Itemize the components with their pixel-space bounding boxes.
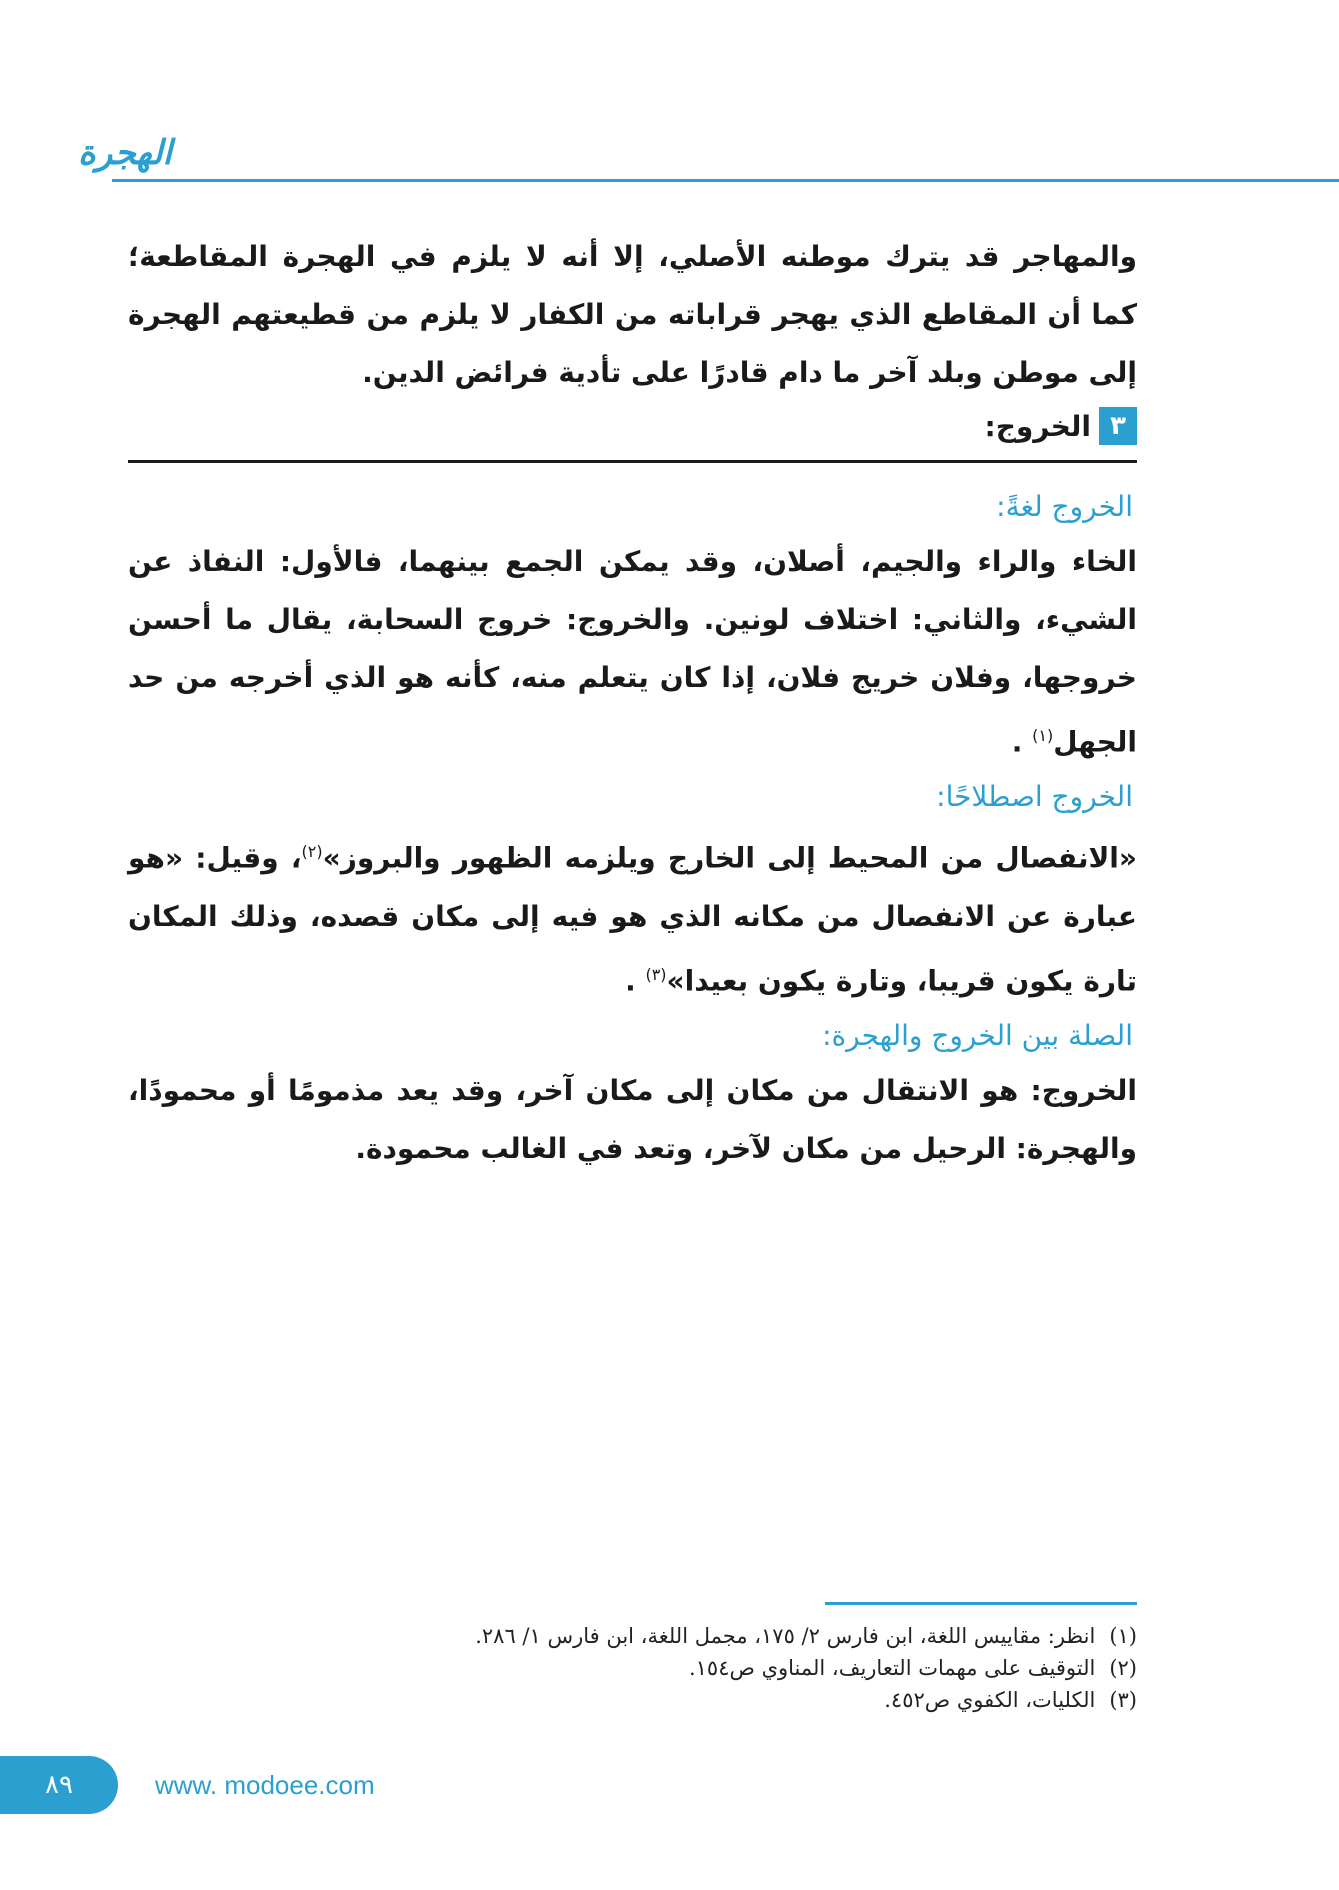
footnote-number: (٣) (1109, 1688, 1137, 1712)
period: . (625, 963, 646, 997)
section-title: الخروج: (984, 409, 1091, 443)
quote-a: «الانفصال من المحيط إلى الخارج ويلزمه الظهور والبروز» (322, 841, 1137, 875)
website-link[interactable]: www. modoee.com (155, 1770, 375, 1800)
footnote-item (300, 1684, 1137, 1716)
quote-b: ، وقيل: «هو عبارة عن الانفصال من مكانه الذي هو فيه إلى مكان قصده، وذلك المكان تارة يكون قريبا، وتارة يكون بعيدا» (128, 841, 1137, 997)
footnote-text: الكليات، الكفوي ص٤٥٢. (884, 1688, 1096, 1712)
period: . (1011, 725, 1033, 759)
subheading-relation: الصلة بين الخروج والهجرة: (822, 1018, 1133, 1052)
subheading-linguistic: الخروج لغةً: (996, 490, 1133, 523)
paragraph-relation: الخروج: هو الانتقال من مكان إلى مكان آخر، وقد يعد مذمومًا أو محمودًا، والهجرة: الرحيل من مكان لآخر، وتعد في الغالب محمودة. (128, 1073, 1137, 1165)
paragraph-linguistic-text: الخاء والراء والجيم، أصلان، وقد يمكن الجمع بينهما، فالأول: النفاذ عن الشيء، والثاني: اختلاف لونين. والخروج: خروج السحابة، يقال ما أحسن خروجها، وفلان خريج فلان، إذا كان يتعلم منه، كأنه هو الذي أخرجه من حد الجهل (128, 545, 1137, 759)
section-heading (128, 404, 1137, 448)
footnote-number: (٢) (1109, 1656, 1137, 1680)
section-number: ٣ (1099, 407, 1137, 445)
paragraph-terminological (128, 823, 1137, 1010)
footnotes (300, 1620, 1137, 1716)
footnote-ref-3[interactable]: (٣) (645, 964, 667, 984)
footnote-item (300, 1652, 1137, 1684)
main-content (128, 228, 1137, 1178)
footnote-item (300, 1620, 1137, 1652)
subheading-terminological: الخروج اصطلاحًا: (936, 780, 1133, 814)
intro-paragraph: والمهاجر قد يترك موطنه الأصلي، إلا أنه لا يلزم في الهجرة المقاطعة؛ كما أن المقاطع الذي يهجر قراباته من الكفار لا يلزم من قطيعتهم الهجرة إلى موطن وبلد آخر ما دام قادرًا على تأدية فرائض الدين. (128, 240, 1137, 389)
footnote-ref-2[interactable]: (٢) (301, 842, 323, 862)
header-logo: الهجرة (78, 133, 172, 173)
section-divider (128, 460, 1137, 463)
footnote-text: التوقيف على مهمات التعاريف، المناوي ص١٥٤. (688, 1656, 1096, 1680)
footnote-number: (١) (1109, 1624, 1137, 1648)
paragraph-linguistic (128, 533, 1137, 771)
page-number-tab: ٨٩ (0, 1756, 118, 1814)
header-rule (112, 179, 1339, 182)
footnote-ref-1[interactable]: (١) (1032, 726, 1054, 745)
footnote-text: انظر: مقاييس اللغة، ابن فارس ٢/ ١٧٥، مجمل اللغة، ابن فارس ١/ ٢٨٦. (475, 1624, 1096, 1648)
footnote-rule (825, 1602, 1137, 1605)
